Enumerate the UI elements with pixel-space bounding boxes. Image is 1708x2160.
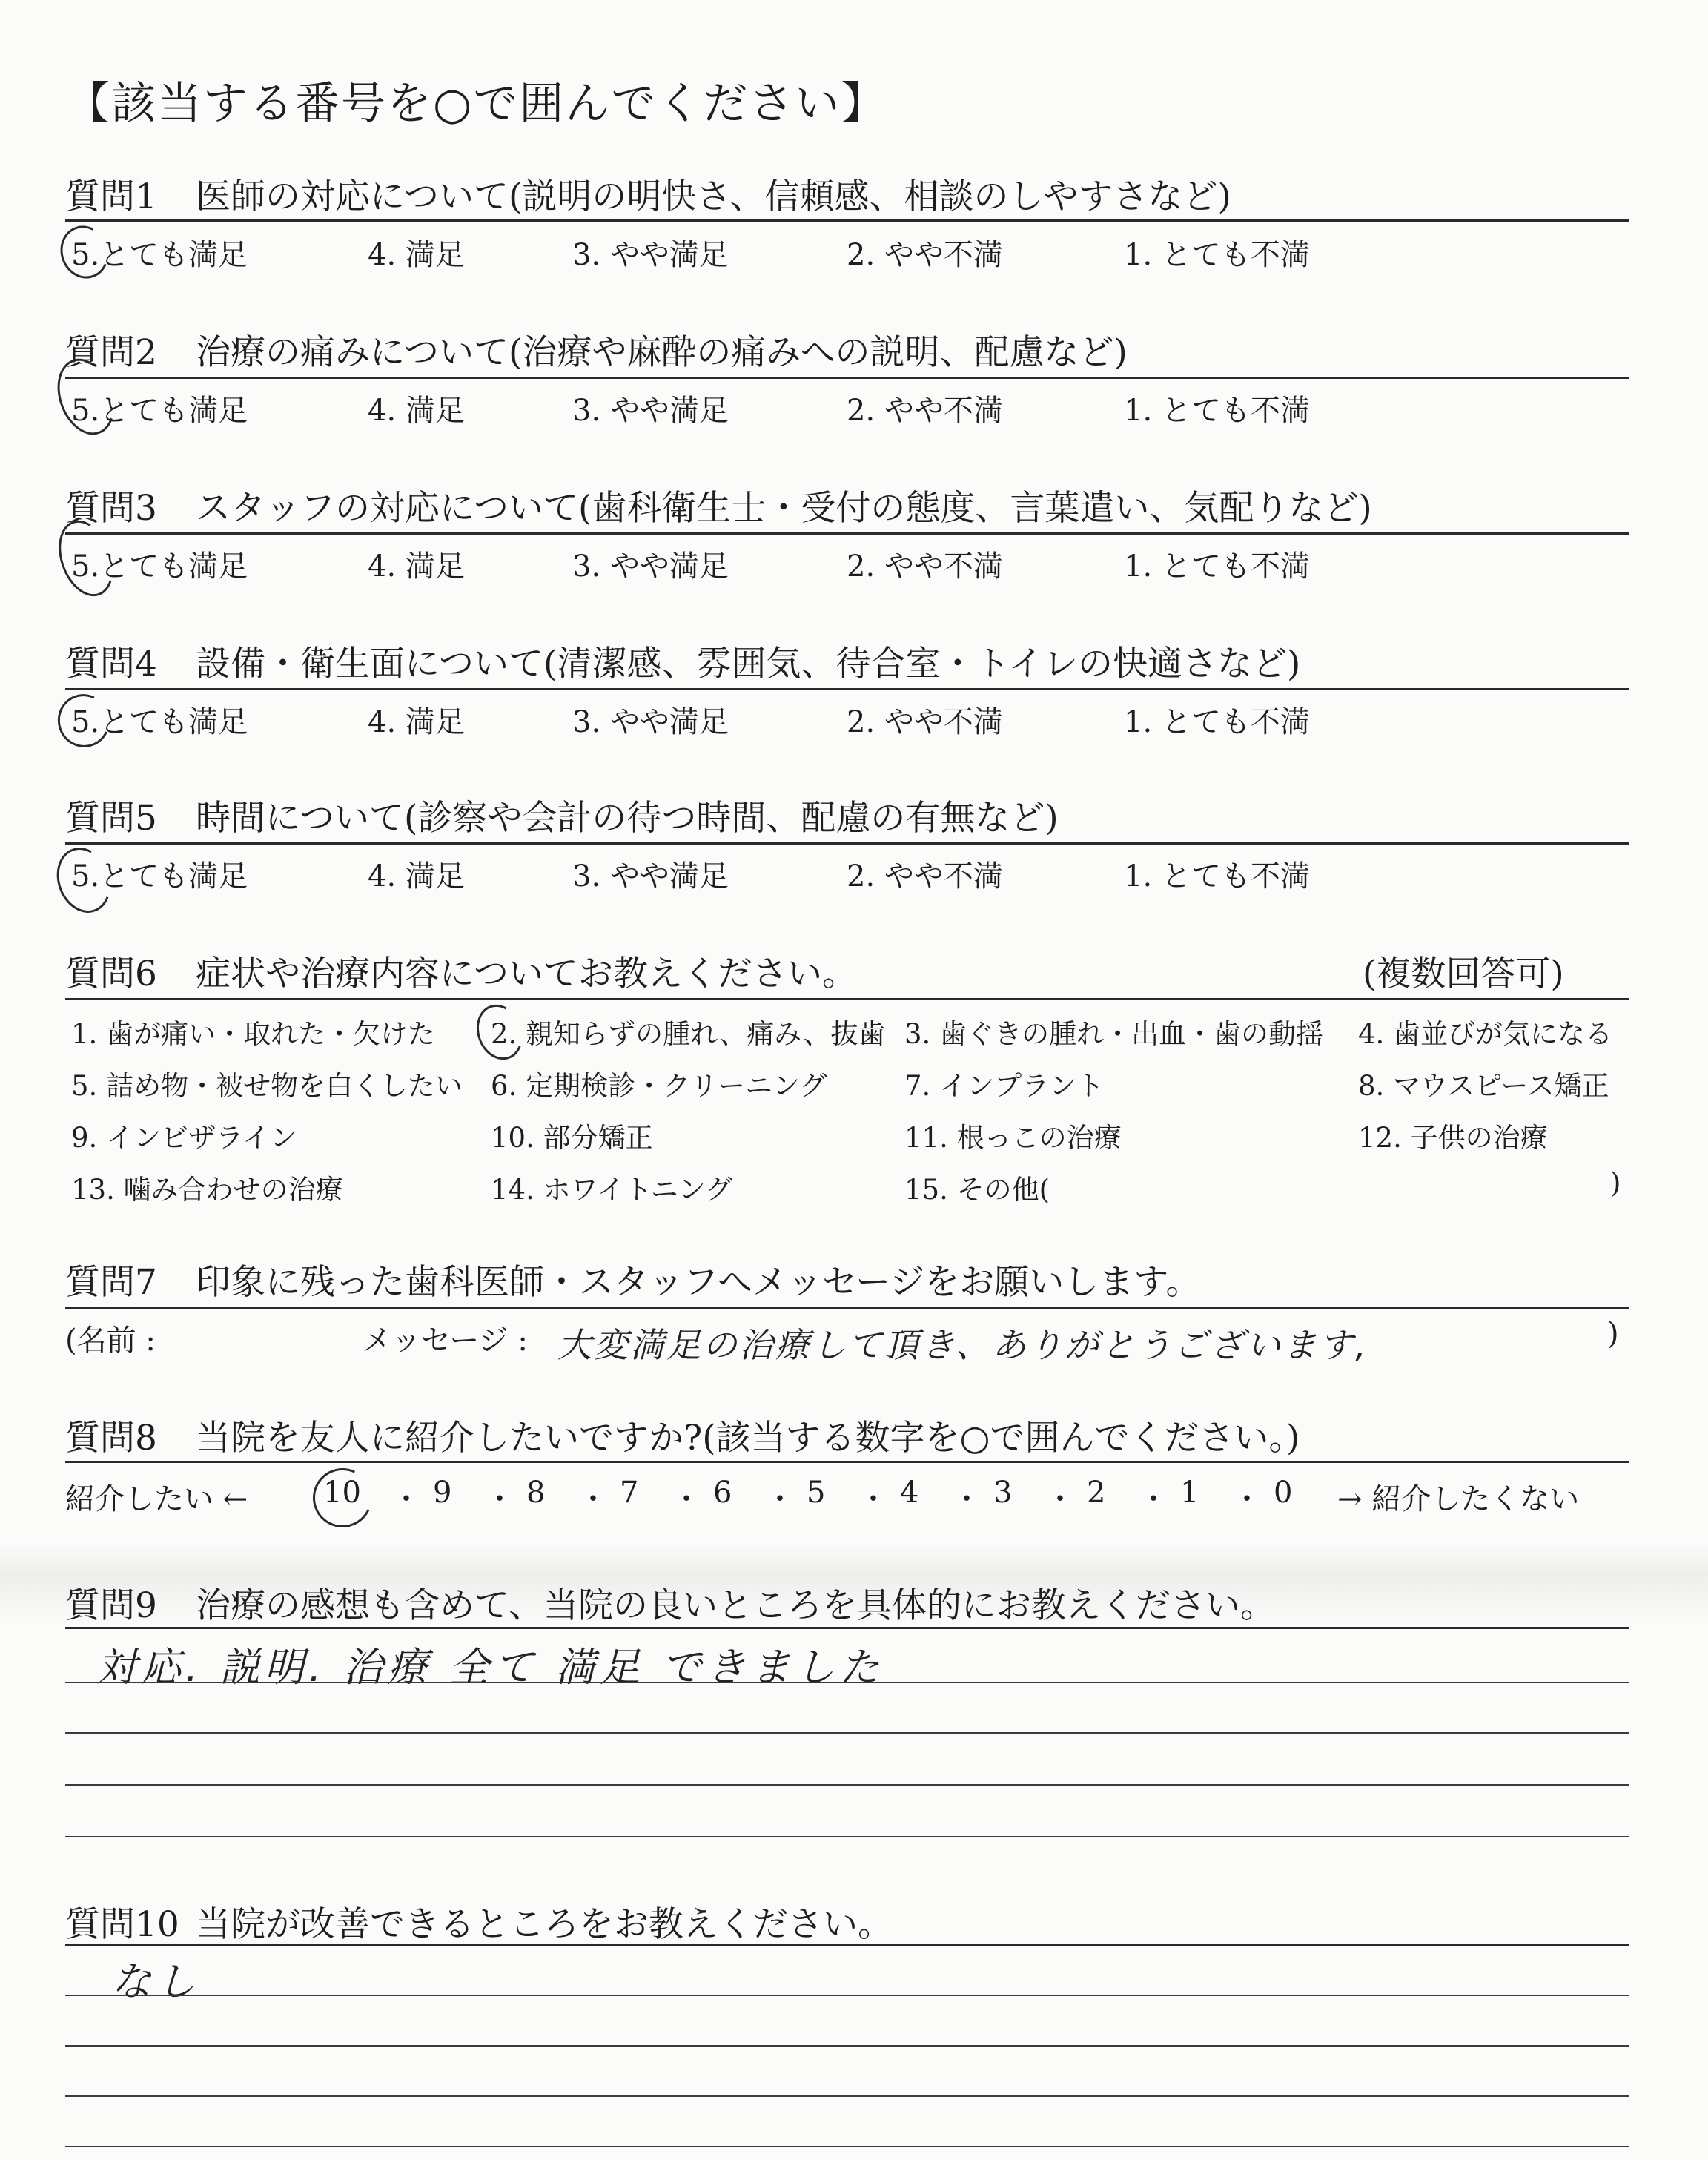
scale-dot: ・ (952, 1482, 982, 1516)
question-text: 時間について(診察や会計の待つ時間、配慮の有無など) (196, 798, 1059, 839)
symptom-option[interactable]: 12. 子供の治療 (1358, 1122, 1548, 1154)
selection-circle (469, 998, 530, 1066)
improvement-answer[interactable]: なし (111, 1958, 200, 2005)
symptom-option[interactable]: 3. 歯ぐきの腫れ・出血・歯の動揺 (904, 1018, 1324, 1050)
scale-dot: ・ (765, 1482, 795, 1516)
rating-option-1[interactable]: 1. とても不満 (1124, 705, 1310, 739)
rating-option-1[interactable]: 1. とても不満 (1124, 238, 1310, 272)
name-label: (名前 : (65, 1324, 156, 1358)
question-text: 当院を友人に紹介したいですか?(該当する数字を○で囲んでください。) (196, 1418, 1300, 1459)
scale-value-3[interactable]: 3 (993, 1476, 1013, 1510)
question-7 (65, 1255, 1200, 1304)
symptom-option[interactable]: 8. マウスピース矯正 (1358, 1070, 1609, 1102)
symptom-option[interactable]: 13. 噛み合わせの治療 (71, 1174, 343, 1206)
question-number: 質問10 (65, 1904, 179, 1945)
selection-circle (53, 219, 116, 285)
scale-value-0[interactable]: 0 (1274, 1476, 1293, 1510)
rating-option-3[interactable]: 3. やや満足 (572, 549, 729, 584)
rating-option-4[interactable]: 4. 満足 (368, 549, 465, 584)
rating-option-3[interactable]: 3. やや満足 (572, 394, 729, 428)
symptom-option[interactable]: 9. インビザライン (71, 1122, 297, 1154)
question-2 (65, 325, 1128, 374)
rating-option-1[interactable]: 1. とても不満 (1124, 549, 1310, 584)
question-6 (65, 946, 857, 996)
divider (65, 998, 1629, 1000)
question-number: 質問5 (65, 798, 157, 839)
scale-dot: ・ (858, 1482, 888, 1516)
other-close-paren: ) (1610, 1167, 1621, 1199)
question-text: 治療の感想も含めて、当院の良いところを具体的にお教えください。 (196, 1585, 1276, 1626)
rating-option-2[interactable]: 2. やや不満 (847, 859, 1003, 894)
question-number: 質問6 (65, 954, 157, 994)
symptom-option[interactable]: 7. インプラント (904, 1070, 1105, 1102)
multiple-answer-note: (複数回答可) (1363, 954, 1564, 994)
good-points-answer[interactable]: 対応. 説明. 治療 全て 満足 できました (96, 1644, 884, 1691)
question-number: 質問4 (65, 644, 157, 684)
question-10 (65, 1897, 893, 1946)
divider (65, 1307, 1629, 1309)
question-number: 質問2 (65, 332, 157, 373)
symptom-option[interactable]: 11. 根っこの治療 (904, 1122, 1122, 1154)
question-number: 質問9 (65, 1585, 157, 1626)
symptom-option[interactable]: 2. 親知らずの腫れ、痛み、抜歯 (491, 1018, 886, 1050)
rating-option-1[interactable]: 1. とても不満 (1124, 394, 1310, 428)
divider (65, 1627, 1629, 1629)
rating-option-4[interactable]: 4. 満足 (368, 705, 465, 739)
rating-option-3[interactable]: 3. やや満足 (572, 705, 729, 739)
answer-line (65, 1682, 1629, 1683)
rating-option-5[interactable]: 5.とても満足 (71, 238, 248, 272)
scale-left-label: 紹介したい ← (65, 1482, 248, 1516)
question-number: 質問3 (65, 488, 157, 529)
question-4 (65, 636, 1300, 686)
scale-dot: ・ (578, 1482, 608, 1516)
rating-option-3[interactable]: 3. やや満足 (572, 238, 729, 272)
symptom-option[interactable]: 5. 詰め物・被せ物を白くしたい (71, 1070, 463, 1102)
answer-line (65, 2146, 1629, 2147)
selection-circle (305, 1460, 381, 1536)
divider (65, 532, 1629, 535)
question-text: 治療の痛みについて(治療や麻酔の痛みへの説明、配慮など) (196, 332, 1128, 373)
rating-option-5[interactable]: 5.とても満足 (71, 859, 248, 894)
question-8 (65, 1410, 1300, 1460)
symptom-option[interactable]: 1. 歯が痛い・取れた・欠けた (71, 1018, 436, 1050)
message-text[interactable]: 大変満足の治療して頂き、ありがとうございます, (557, 1325, 1368, 1365)
scale-value-5[interactable]: 5 (807, 1476, 826, 1510)
question-text: 当院が改善できるところをお教えください。 (196, 1904, 893, 1945)
scale-value-7[interactable]: 7 (620, 1476, 639, 1510)
scale-dot: ・ (1232, 1482, 1262, 1516)
question-text: 症状や治療内容についてお教えください。 (196, 954, 858, 994)
answer-line (65, 1836, 1629, 1837)
rating-option-5[interactable]: 5.とても満足 (71, 705, 248, 739)
scale-value-2[interactable]: 2 (1087, 1476, 1106, 1510)
question-number: 質問8 (65, 1418, 157, 1459)
scale-value-9[interactable]: 9 (433, 1476, 452, 1510)
rating-option-4[interactable]: 4. 満足 (368, 859, 465, 894)
answer-line (65, 1784, 1629, 1786)
divider (65, 842, 1629, 845)
page-title: 【該当する番号を○で囲んでください】 (65, 78, 887, 130)
answer-line (65, 1732, 1629, 1734)
symptom-option[interactable]: 6. 定期検診・クリーニング (491, 1070, 827, 1102)
selection-circle (50, 687, 117, 755)
question-number: 質問7 (65, 1262, 157, 1303)
rating-option-5[interactable]: 5.とても満足 (71, 394, 248, 428)
question-text: 印象に残った歯科医師・スタッフへメッセージをお願いします。 (196, 1262, 1201, 1303)
symptom-option[interactable]: 14. ホワイトニング (491, 1174, 733, 1206)
question-5 (65, 790, 1059, 840)
divider (65, 688, 1629, 690)
answer-line (65, 1995, 1629, 1996)
scale-dot: ・ (1045, 1482, 1075, 1516)
rating-option-2[interactable]: 2. やや不満 (847, 705, 1003, 739)
divider (65, 377, 1629, 379)
scale-value-4[interactable]: 4 (900, 1476, 919, 1510)
scale-value-1[interactable]: 1 (1180, 1476, 1199, 1510)
question-text: 医師の対応について(説明の明快さ、信頼感、相談のしやすさなど) (196, 176, 1231, 217)
divider (65, 219, 1629, 222)
symptom-option[interactable]: 10. 部分矯正 (491, 1122, 653, 1154)
rating-option-4[interactable]: 4. 満足 (368, 394, 465, 428)
answer-line (65, 2095, 1629, 2097)
rating-option-2[interactable]: 2. やや不満 (847, 549, 1003, 584)
scale-value-10[interactable]: 10 (323, 1476, 361, 1510)
scale-dot: ・ (1139, 1482, 1168, 1516)
message-label: メッセージ : (362, 1324, 528, 1358)
divider (65, 1461, 1629, 1463)
rating-option-2[interactable]: 2. やや不満 (847, 394, 1003, 428)
question-text: 設備・衛生面について(清潔感、雰囲気、待合室・トイレの快適さなど) (196, 644, 1301, 684)
question-number: 質問1 (65, 176, 157, 217)
symptom-option[interactable]: 15. その他( (904, 1174, 1050, 1206)
scale-dot: ・ (391, 1482, 421, 1516)
scale-right-label: → 紹介したくない (1337, 1482, 1580, 1516)
scale-value-6[interactable]: 6 (713, 1476, 732, 1510)
rating-option-3[interactable]: 3. やや満足 (572, 859, 729, 894)
rating-option-4[interactable]: 4. 満足 (368, 238, 465, 272)
question-text: スタッフの対応について(歯科衛生士・受付の態度、言葉遣い、気配りなど) (196, 488, 1372, 529)
question-3 (65, 480, 1372, 530)
answer-line (65, 2045, 1629, 2047)
message-close-paren: ) (1607, 1317, 1619, 1351)
question-9 (65, 1578, 1275, 1628)
scale-dot: ・ (485, 1482, 514, 1516)
scale-dot: ・ (672, 1482, 701, 1516)
scale-value-8[interactable]: 8 (526, 1476, 546, 1510)
rating-option-5[interactable]: 5.とても満足 (71, 549, 248, 584)
rating-option-2[interactable]: 2. やや不満 (847, 238, 1003, 272)
divider (65, 1944, 1629, 1946)
rating-option-1[interactable]: 1. とても不満 (1124, 859, 1310, 894)
symptom-option[interactable]: 4. 歯並びが気になる (1358, 1018, 1613, 1050)
question-1 (65, 169, 1231, 219)
